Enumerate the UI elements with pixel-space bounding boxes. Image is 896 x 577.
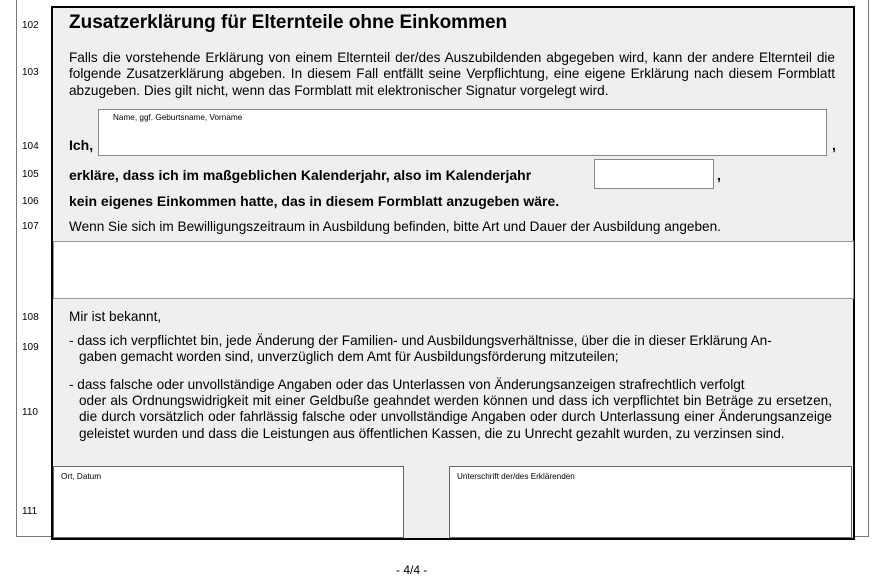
place-date-label: Ort, Datum [61, 472, 102, 481]
name-field-label: Name, ggf. Geburtsname, Vorname [113, 113, 243, 122]
outer-frame-right [868, 0, 869, 536]
training-instruction: Wenn Sie sich im Bewilligungszeitraum in Ausbildung befinden, bitte Art und Dauer der Ausbildung angeben. [69, 219, 721, 234]
comma: , [717, 167, 721, 183]
acknowledgement-item-1-line-1: - dass ich verpflichtet bin, jede Änderung der Familien- und Ausbildungsverhältnisse, über die in dieser Erklärung An- [69, 333, 772, 348]
acknowledgement-intro: Mir ist bekannt, [69, 309, 162, 324]
line-number: 110 [22, 407, 38, 418]
year-field[interactable] [594, 159, 714, 189]
line-number: 105 [22, 169, 39, 180]
ich-label: Ich, [69, 137, 94, 153]
acknowledgement-item-2-line-1: - dass falsche oder unvollständige Angaben oder das Unterlassen von Änderungsanzeigen strafrechtlich verfolgt [69, 377, 745, 392]
line-number: 108 [22, 312, 39, 323]
comma: , [832, 137, 836, 153]
signature-label: Unterschrift der/des Erklärenden [457, 472, 575, 481]
name-field[interactable] [98, 109, 827, 156]
intro-paragraph: Falls die vorstehende Erklärung von einem Elternteil der/des Auszubildenden abgegeben wird, kann der andere Elternteil die folgende Zusatzerklärung abgeben. In diesem Fall entfällt seine Verpflichtung, eine eigene Erklärung nach diesem Formblatt abzugeben. Dies gilt nicht, wenn das Formblatt mit elektronischer Signatur vorgelegt wird. [69, 50, 835, 98]
place-date-field[interactable] [53, 466, 404, 538]
line-number: 111 [22, 506, 38, 517]
training-field[interactable] [53, 241, 854, 299]
line-number: 104 [22, 141, 39, 152]
line-number: 102 [22, 20, 39, 31]
no-income-statement: kein eigenes Einkommen hatte, das in diesem Formblatt anzugeben wäre. [69, 193, 560, 209]
line-number: 107 [22, 221, 39, 232]
line-number: 109 [22, 342, 39, 353]
page-number: - 4/4 - [396, 563, 428, 577]
signature-field[interactable] [449, 466, 852, 538]
section-title: Zusatzerklärung für Elternteile ohne Einkommen [69, 12, 508, 33]
year-statement: erkläre, dass ich im maßgeblichen Kalenderjahr, also im Kalenderjahr [69, 167, 532, 183]
acknowledgement-item-2-rest: oder als Ordnungswidrigkeit mit einer Geldbuße geahndet werden können und dass ich verpflichtet bin Beträge zu ersetzen, die durch vorsätzlich oder fahrlässig falsche oder unvollständige Angaben oder durch Unterlassung einer Änderungsanzeige geleistet wurden und dass die Leistungen aus öffentlichen Kassen, die zu Unrecht gezahlt wurden, zu verzinsen sind. [79, 393, 832, 441]
line-number: 103 [22, 67, 39, 78]
line-number: 106 [22, 196, 39, 207]
acknowledgement-item-1-line-2: gaben gemacht worden sind, unverzüglich dem Amt für Ausbildungsförderung mitzuteilen; [79, 349, 619, 364]
outer-frame-left [16, 0, 17, 536]
